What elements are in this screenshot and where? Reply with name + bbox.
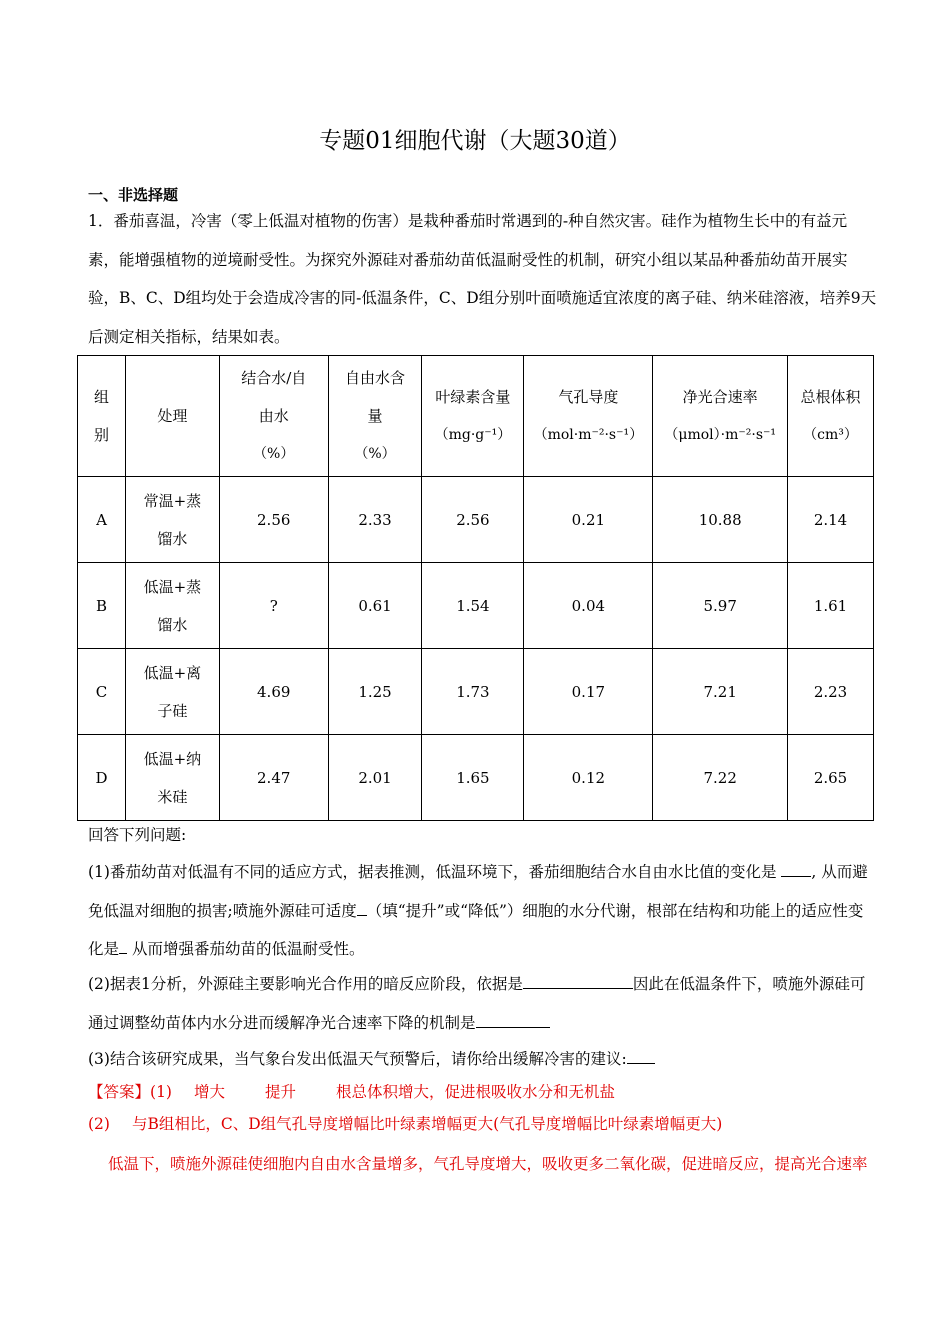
header-bound-free-ratio-label: 结合水/自由水 xyxy=(241,369,307,425)
cell-stomatal: 0.21 xyxy=(524,477,653,563)
question-1-part-4: 从而增强番茄幼苗的低温耐受性。 xyxy=(127,940,365,958)
header-stomatal-label: 气孔导度 xyxy=(558,388,619,406)
cell-ratio: 2.56 xyxy=(219,477,328,563)
cell-net-photosynthesis: 10.88 xyxy=(653,477,788,563)
answer-3-text: 低温下，喷施外源硅使细胞内自由水含量增多，气孔导度增大，吸收更多二氧化碳，促进暗反应，提高光合速率 xyxy=(108,1155,868,1173)
cell-net-photosynthesis: 7.21 xyxy=(653,649,788,735)
answer-label: 【答案】 xyxy=(88,1083,151,1101)
question-2-part-1: (2)据表1分析，外源硅主要影响光合作用的暗反应阶段，依据是 xyxy=(88,975,523,993)
answer-1-value-3: 根总体积增大，促进根吸收水分和无机盐 xyxy=(336,1083,616,1101)
answer-part-2 xyxy=(88,1107,878,1141)
header-net-photosynthesis xyxy=(653,356,788,477)
answer-blank xyxy=(476,1011,550,1028)
cell-treatment: 低温+纳米硅 xyxy=(125,735,219,821)
header-chlorophyll xyxy=(422,356,524,477)
header-net-photosynthesis-unit: （μmol）·m⁻²·s⁻¹ xyxy=(664,427,777,443)
header-free-water-unit: （%） xyxy=(354,446,396,462)
header-bound-free-ratio-unit: （%） xyxy=(253,446,295,462)
table-row xyxy=(78,735,874,821)
section-heading: 一、非选择题 xyxy=(88,186,179,204)
answer-1-value-2: 提升 xyxy=(265,1083,297,1101)
question-1 xyxy=(88,853,878,969)
table-row xyxy=(78,563,874,649)
question-1-part-2: , 从而避免低温对细胞的损害;喷施外源硅可适度 xyxy=(88,863,868,920)
question-3 xyxy=(88,1040,878,1079)
answer-blank xyxy=(523,973,633,990)
cell-treatment: 低温+离子硅 xyxy=(125,649,219,735)
cell-root-volume: 1.61 xyxy=(788,563,874,649)
cell-stomatal: 0.04 xyxy=(524,563,653,649)
cell-free-water: 2.33 xyxy=(328,477,422,563)
cell-root-volume: 2.65 xyxy=(788,735,874,821)
cell-group: A xyxy=(78,477,126,563)
results-table xyxy=(77,355,874,821)
answer-blank xyxy=(627,1048,655,1065)
question-1-part-3: （填“提升”或“降低”）细胞的水分代谢，根部在结构和功能上的适应性变化是 xyxy=(88,901,864,958)
header-treatment: 处理 xyxy=(125,356,219,477)
cell-net-photosynthesis: 7.22 xyxy=(653,735,788,821)
cell-group: C xyxy=(78,649,126,735)
header-root-volume-label: 总根体积 xyxy=(800,388,861,406)
cell-free-water: 2.01 xyxy=(328,735,422,821)
document-title: 专题01细胞代谢（大题30道） xyxy=(319,128,631,154)
table-row xyxy=(78,649,874,735)
answer-2-number: (2) xyxy=(88,1115,110,1133)
table-header-row xyxy=(78,356,874,477)
header-net-photosynthesis-label: 净光合速率 xyxy=(682,388,758,406)
header-root-volume-unit: （cm³） xyxy=(803,427,858,443)
cell-group: B xyxy=(78,563,126,649)
header-stomatal-unit: （mol·m⁻²·s⁻¹） xyxy=(533,427,644,443)
answer-blank xyxy=(357,899,367,916)
table-row xyxy=(78,477,874,563)
answer-blank xyxy=(119,938,127,955)
answer-1-number: (1) xyxy=(150,1083,172,1101)
question-3-text: (3)结合该研究成果，当气象台发出低温天气预警后，请你给出缓解冷害的建议: xyxy=(88,1050,627,1068)
cell-chlorophyll: 1.73 xyxy=(422,649,524,735)
cell-root-volume: 2.14 xyxy=(788,477,874,563)
header-free-water-label: 自由水含量 xyxy=(345,369,406,425)
cell-group: D xyxy=(78,735,126,821)
question-intro: 1．番茄喜温，冷害（零上低温对植物的伤害）是栽种番茄时常遇到的-种自然灾害。硅作为植物生长中的有益元素，能增强植物的逆境耐受性。为探究外源硅对番茄幼苗低温耐受性的机制，研究小组以某品种番茄幼苗开展实验，B、C、D组均处于会造成冷害的同-低温条件，C、D组分别叶面喷施适宜浓度的离子硅、纳米硅溶液，培养9天后测定相关指标，结果如表。 xyxy=(88,212,877,346)
header-chlorophyll-unit: （mg·g⁻¹） xyxy=(434,427,512,443)
cell-free-water: 0.61 xyxy=(328,563,422,649)
cell-chlorophyll: 1.65 xyxy=(422,735,524,821)
cell-net-photosynthesis: 5.97 xyxy=(653,563,788,649)
header-bound-free-ratio xyxy=(219,356,328,477)
cell-free-water: 1.25 xyxy=(328,649,422,735)
header-stomatal xyxy=(524,356,653,477)
cell-ratio: ? xyxy=(219,563,328,649)
cell-chlorophyll: 2.56 xyxy=(422,477,524,563)
answer-1-value-1: 增大 xyxy=(193,1083,225,1101)
cell-chlorophyll: 1.54 xyxy=(422,563,524,649)
answer-prompt: 回答下列问题: xyxy=(88,826,187,844)
answer-part-3 xyxy=(88,1145,878,1183)
answer-blank xyxy=(781,861,811,878)
header-group: 组别 xyxy=(78,356,126,477)
question-1-part-1: (1)番茄幼苗对低温有不同的适应方式，据表推测，低温环境下，番茄细胞结合水自由水比值的变化是 xyxy=(88,863,777,881)
cell-root-volume: 2.23 xyxy=(788,649,874,735)
header-free-water xyxy=(328,356,422,477)
cell-treatment: 常温+蒸馏水 xyxy=(125,477,219,563)
answer-part-1 xyxy=(88,1075,878,1109)
header-chlorophyll-label: 叶绿素含量 xyxy=(435,388,511,406)
cell-treatment: 低温+蒸馏水 xyxy=(125,563,219,649)
cell-stomatal: 0.12 xyxy=(524,735,653,821)
header-root-volume xyxy=(788,356,874,477)
answer-2-text: 与B组相比，C、D组气孔导度增幅比叶绿素增幅更大(气孔导度增幅比叶绿素增幅更大) xyxy=(131,1115,723,1133)
question-2 xyxy=(88,965,878,1042)
cell-stomatal: 0.17 xyxy=(524,649,653,735)
question-2-part-2: 因此在低温条件下，喷施外源硅可通过调整幼苗体内水分进而缓解净光合速率下降的机制是 xyxy=(88,975,866,1032)
cell-ratio: 2.47 xyxy=(219,735,328,821)
cell-ratio: 4.69 xyxy=(219,649,328,735)
